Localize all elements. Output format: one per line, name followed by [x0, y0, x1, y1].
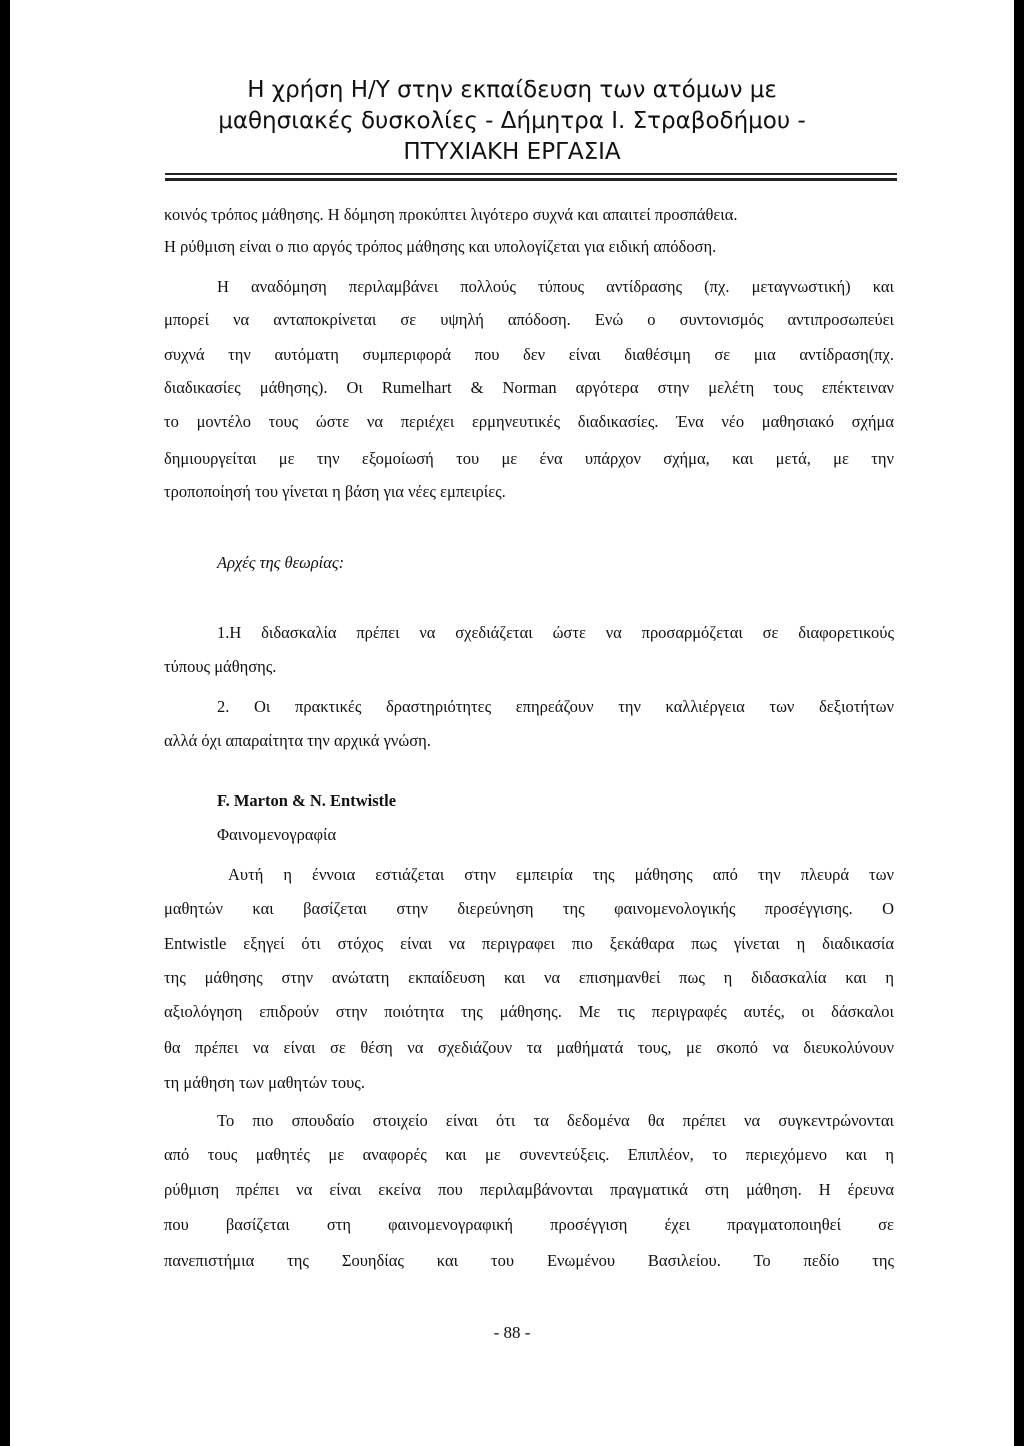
- principles-heading: Αρχές της θεωρίας:: [217, 553, 345, 572]
- body-line: Αυτή η έννοια εστιάζεται στην εμπειρία της μάθησης από την πλευρά των: [228, 865, 894, 884]
- document-page: [10, 0, 1014, 1446]
- running-header: [10, 75, 1014, 168]
- body-line: κοινός τρόπος μάθησης. Η δόμηση προκύπτει λιγότερο συχνά και απαιτεί προσπάθεια.: [164, 205, 738, 224]
- body-line: Το πιο σπουδαίο στοιχείο είναι ότι τα δεδομένα θα πρέπει να συγκεντρώνονται: [217, 1111, 894, 1130]
- header-rule: [165, 173, 897, 175]
- body-line: δημιουργείται με την εξομοίωσή του με ένα υπάρχον σχήμα, και μετά, με την: [164, 449, 894, 468]
- body-line: που βασίζεται στη φαινομενογραφική προσέγγιση έχει πραγματοποιηθεί σε: [164, 1215, 894, 1234]
- header-line-1: Η χρήση Η/Υ στην εκπαίδευση των ατόμων με: [247, 77, 777, 103]
- body-line: Η αναδόμηση περιλαμβάνει πολλούς τύπους αντίδρασης (πχ. μεταγνωστική) και: [217, 277, 894, 296]
- principle-item-cont: αλλά όχι απαραίτητα την αρχικά γνώση.: [164, 731, 431, 750]
- header-rule-thick: [165, 178, 897, 181]
- body-line: Η ρύθμιση είναι ο πιο αργός τρόπος μάθησης και υπολογίζεται για ειδική απόδοση.: [164, 237, 717, 256]
- principle-item: 1.Η διδασκαλία πρέπει να σχεδιάζεται ώστε να προσαρμόζεται σε διαφορετικούς: [217, 623, 894, 642]
- header-line-2: μαθησιακές δυσκολίες - Δήμητρα Ι. Στραβοδήμου -: [218, 108, 806, 134]
- header-line-3: ΠΤΥΧΙΑΚΗ ΕΡΓΑΣΙΑ: [403, 139, 621, 165]
- body-line: πανεπιστήμια της Σουηδίας και του Ενωμένου Βασιλείου. Το πεδίο της: [164, 1251, 894, 1270]
- body-line: της μάθησης στην ανώτατη εκπαίδευση και να επισημανθεί πως η διδασκαλία και η: [164, 968, 894, 987]
- body-line: τη μάθηση των μαθητών τους.: [164, 1073, 365, 1092]
- body-line: τροποποίησή του γίνεται η βάση για νέες εμπειρίες.: [164, 482, 506, 501]
- body-line: αξιολόγηση επιδρούν στην ποιότητα της μάθησης. Με τις περιγραφές αυτές, οι δάσκαλοι: [164, 1002, 894, 1021]
- body-line: θα πρέπει να είναι σε θέση να σχεδιάζουν τα μαθήματά τους, με σκοπό να διευκολύνουν: [164, 1038, 894, 1057]
- principle-item: 2. Οι πρακτικές δραστηριότητες επηρεάζουν την καλλιέργεια των δεξιοτήτων: [217, 697, 894, 716]
- body-line: ρύθμιση πρέπει να είναι εκείνα που περιλαμβάνονται πραγματικά στη μάθηση. Η έρευνα: [164, 1180, 894, 1199]
- page-number: - 88 -: [493, 1323, 531, 1342]
- principle-item-cont: τύπους μάθησης.: [164, 657, 277, 676]
- body-line: συχνά την αυτόματη συμπεριφορά που δεν είναι διαθέσιμη σε μια αντίδραση(πχ.: [164, 345, 894, 364]
- body-line: μπορεί να ανταποκρίνεται σε υψηλή απόδοση. Ενώ ο συντονισμός αντιπροσωπεύει: [164, 310, 894, 329]
- section-title: Φαινομενογραφία: [217, 825, 337, 844]
- body-line: Entwistle εξηγεί ότι στόχος είναι να περιγραφει πιο ξεκάθαρα πως γίνεται η διαδικασία: [164, 934, 894, 953]
- authors-heading: F. Marton & N. Entwistle: [217, 791, 397, 810]
- body-line: μαθητών και βασίζεται στην διερεύνηση της φαινομενολογικής προσέγγισης. Ο: [164, 899, 894, 918]
- body-line: το μοντέλο τους ώστε να περιέχει ερμηνευτικές διαδικασίες. Ένα νέο μαθησιακό σχήμα: [164, 412, 894, 431]
- body-line: από τους μαθητές με αναφορές και με συνεντεύξεις. Επιπλέον, το περιεχόμενο και η: [164, 1145, 894, 1164]
- body-line: διαδικασίες μάθησης). Οι Rumelhart & Norman αργότερα στην μελέτη τους επέκτειναν: [164, 378, 894, 397]
